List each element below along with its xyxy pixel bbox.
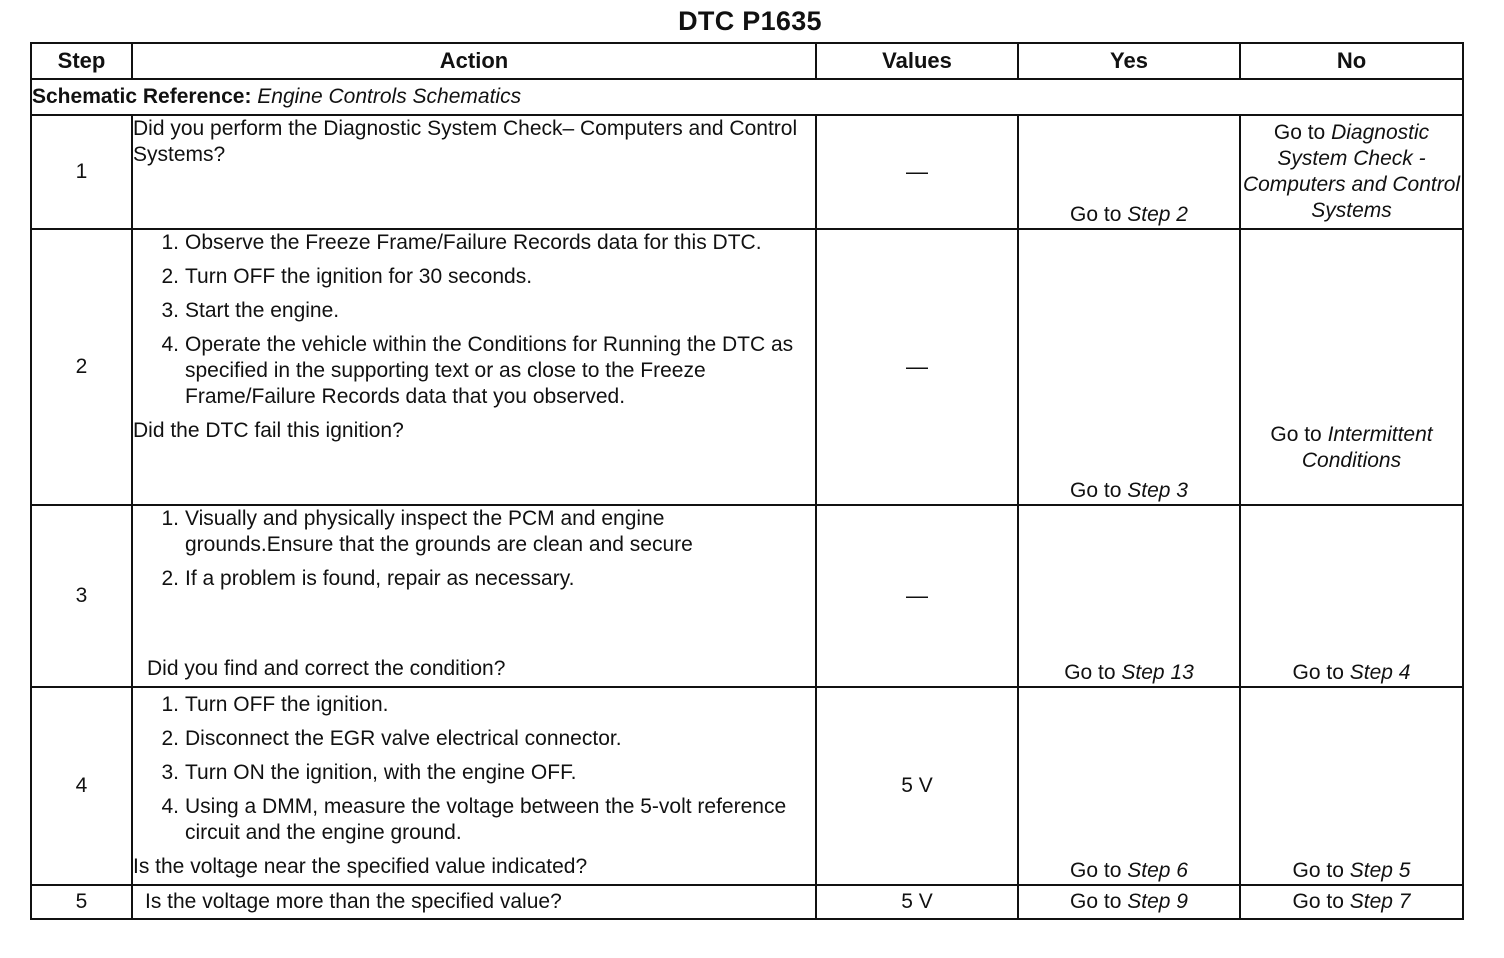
action-item bbox=[133, 264, 815, 290]
header-action: Action bbox=[132, 43, 816, 79]
item-number: 1. bbox=[161, 231, 179, 254]
no-cell bbox=[1240, 115, 1463, 229]
item-text: Disconnect the EGR valve electrical connector. bbox=[185, 727, 622, 750]
no-link[interactable]: Step 7 bbox=[1349, 890, 1411, 913]
no-link[interactable]: Intermittent Conditions bbox=[1301, 423, 1433, 472]
no-prefix: Go to bbox=[1292, 859, 1344, 882]
values-cell bbox=[816, 115, 1018, 229]
no-prefix: Go to bbox=[1292, 890, 1344, 913]
yes-cell bbox=[1018, 229, 1240, 505]
action-item bbox=[133, 332, 815, 410]
action-cell bbox=[132, 115, 816, 229]
yes-link[interactable]: Step 2 bbox=[1127, 203, 1188, 226]
action-list bbox=[133, 692, 815, 846]
step-number: 4 bbox=[31, 687, 132, 885]
action-question: Is the voltage near the specified value indicated? bbox=[133, 855, 588, 878]
item-number: 2. bbox=[161, 265, 179, 288]
table-row bbox=[31, 885, 1463, 919]
item-number: 4. bbox=[161, 333, 179, 356]
schematic-reference-cell bbox=[31, 79, 1463, 115]
item-text: Turn OFF the ignition. bbox=[185, 693, 389, 716]
value-text: 5 V bbox=[901, 890, 933, 913]
no-link[interactable]: Step 5 bbox=[1349, 859, 1411, 882]
header-yes: Yes bbox=[1018, 43, 1240, 79]
item-number: 2. bbox=[161, 727, 179, 750]
step-number: 2 bbox=[31, 229, 132, 505]
item-number: 1. bbox=[161, 507, 179, 530]
yes-link[interactable]: Step 13 bbox=[1121, 661, 1194, 684]
no-prefix: Go to bbox=[1292, 661, 1344, 684]
yes-prefix: Go to bbox=[1064, 661, 1116, 684]
action-question: Is the voltage more than the specified value? bbox=[145, 890, 562, 913]
item-text: Visually and physically inspect the PCM and engine grounds.Ensure that the grounds are clean and secure bbox=[185, 507, 693, 556]
action-item bbox=[133, 760, 815, 786]
item-text: Turn OFF the ignition for 30 seconds. bbox=[185, 265, 533, 288]
value-text: — bbox=[906, 582, 928, 608]
yes-cell bbox=[1018, 115, 1240, 229]
item-number: 1. bbox=[161, 693, 179, 716]
step-number: 3 bbox=[31, 505, 132, 687]
yes-prefix: Go to bbox=[1070, 203, 1122, 226]
item-number: 3. bbox=[161, 299, 179, 322]
action-cell bbox=[132, 885, 816, 919]
action-item bbox=[133, 692, 815, 718]
action-list bbox=[133, 506, 815, 592]
action-cell bbox=[132, 505, 816, 687]
yes-link[interactable]: Step 3 bbox=[1127, 479, 1188, 502]
header-step: Step bbox=[31, 43, 132, 79]
header-values: Values bbox=[816, 43, 1018, 79]
table-row bbox=[31, 115, 1463, 229]
action-item bbox=[133, 298, 815, 324]
no-cell bbox=[1240, 505, 1463, 687]
yes-cell bbox=[1018, 505, 1240, 687]
header-no: No bbox=[1240, 43, 1463, 79]
no-cell bbox=[1240, 885, 1463, 919]
action-cell bbox=[132, 687, 816, 885]
value-text: — bbox=[906, 158, 928, 184]
action-item bbox=[133, 794, 815, 846]
table-row bbox=[31, 687, 1463, 885]
yes-link[interactable]: Step 9 bbox=[1127, 890, 1188, 913]
item-text: If a problem is found, repair as necessary. bbox=[185, 567, 575, 590]
action-item bbox=[133, 506, 815, 558]
values-cell bbox=[816, 505, 1018, 687]
yes-cell bbox=[1018, 885, 1240, 919]
item-text: Turn ON the ignition, with the engine OFF. bbox=[185, 761, 577, 784]
action-question: Did you perform the Diagnostic System Check– Computers and Control Systems? bbox=[133, 117, 798, 166]
values-cell bbox=[816, 687, 1018, 885]
action-question: Did you find and correct the condition? bbox=[147, 657, 506, 680]
item-number: 4. bbox=[161, 795, 179, 818]
yes-prefix: Go to bbox=[1070, 479, 1122, 502]
yes-link[interactable]: Step 6 bbox=[1127, 859, 1188, 882]
no-link[interactable]: Diagnostic System Check - Computers and Control Systems bbox=[1242, 121, 1461, 222]
yes-cell bbox=[1018, 687, 1240, 885]
item-text: Operate the vehicle within the Conditions for Running the DTC as specified in the supporting text or as close to the Freeze Frame/Failure Records data that you observed. bbox=[185, 333, 794, 408]
step-number: 1 bbox=[31, 115, 132, 229]
item-number: 2. bbox=[161, 567, 179, 590]
no-cell bbox=[1240, 229, 1463, 505]
values-cell bbox=[816, 885, 1018, 919]
table-row bbox=[31, 229, 1463, 505]
header-row bbox=[31, 43, 1463, 79]
action-item bbox=[133, 726, 815, 752]
item-text: Observe the Freeze Frame/Failure Records data for this DTC. bbox=[185, 231, 762, 254]
yes-prefix: Go to bbox=[1070, 859, 1122, 882]
schematic-reference-label: Schematic Reference: bbox=[32, 85, 252, 108]
action-cell bbox=[132, 229, 816, 505]
action-item bbox=[133, 230, 815, 256]
action-item bbox=[133, 566, 815, 592]
no-prefix: Go to bbox=[1273, 121, 1326, 144]
values-cell bbox=[816, 229, 1018, 505]
item-text: Start the engine. bbox=[185, 299, 340, 322]
item-number: 3. bbox=[161, 761, 179, 784]
dtc-table bbox=[30, 42, 1464, 920]
no-link[interactable]: Step 4 bbox=[1349, 661, 1411, 684]
value-text: 5 V bbox=[901, 774, 933, 797]
schematic-reference-row bbox=[31, 79, 1463, 115]
step-number: 5 bbox=[31, 885, 132, 919]
value-text: — bbox=[906, 353, 928, 379]
item-text: Using a DMM, measure the voltage between the 5-volt reference circuit and the engine ground. bbox=[185, 795, 787, 844]
page-title: DTC P1635 bbox=[678, 6, 822, 36]
table-row bbox=[31, 505, 1463, 687]
schematic-reference-link[interactable]: Engine Controls Schematics bbox=[257, 85, 522, 108]
no-cell bbox=[1240, 687, 1463, 885]
yes-prefix: Go to bbox=[1070, 890, 1122, 913]
action-question: Did the DTC fail this ignition? bbox=[133, 419, 404, 442]
no-prefix: Go to bbox=[1270, 423, 1322, 446]
action-list bbox=[133, 230, 815, 410]
